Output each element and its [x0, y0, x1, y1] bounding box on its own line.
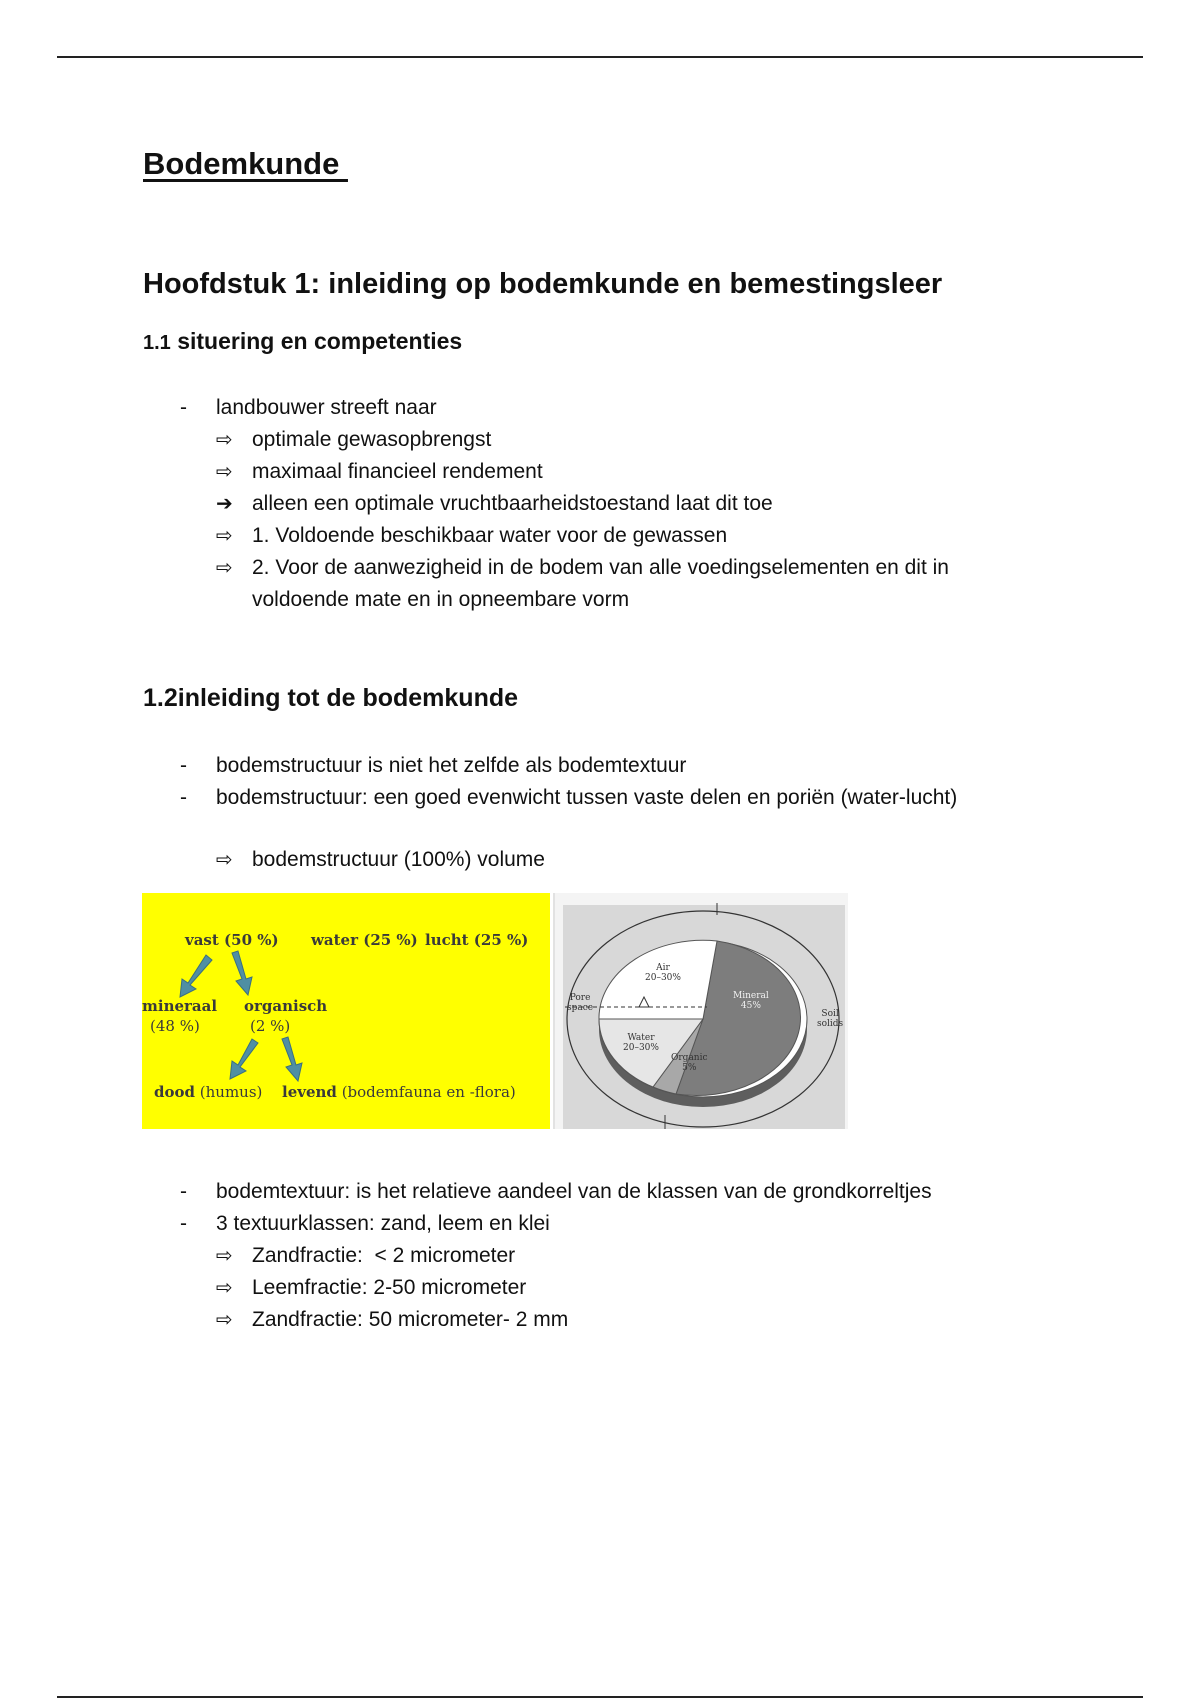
label-vast: vast (50 %) — [185, 931, 279, 949]
label-dood-sub: (humus) — [199, 1083, 263, 1101]
label-lucht: lucht (25 %) — [425, 931, 529, 949]
list-item: 3 textuurklassen: zand, leem en klei — [216, 1212, 550, 1235]
dash-bullet: - — [180, 396, 187, 419]
label-mineraal: mineraal — [142, 997, 218, 1015]
section-1-number: 1.1 — [143, 332, 171, 354]
label-water-pct: 20–30% — [623, 1043, 659, 1053]
open-arrow-icon: ⇨ — [216, 1277, 233, 1299]
dash-bullet: - — [180, 1180, 187, 1203]
label-air — [645, 963, 681, 983]
list-item: optimale gewasopbrengst — [252, 428, 492, 451]
bottom-rule — [57, 1696, 1143, 1698]
list-item: bodemstructuur (100%) volume — [252, 848, 545, 871]
arrow-shape — [232, 951, 252, 995]
list-item: Leemfractie: 2-50 micrometer — [252, 1276, 527, 1299]
arrow-shape — [180, 955, 212, 997]
label-organic-name: Organic — [671, 1053, 708, 1063]
section-2-heading: 1.2inleiding tot de bodemkunde — [143, 684, 519, 712]
open-arrow-icon: ⇨ — [216, 429, 233, 451]
label-organisch-pct: (2 %) — [250, 1017, 291, 1035]
soil-volume-pie — [555, 893, 850, 1129]
open-arrow-icon: ⇨ — [216, 1245, 233, 1267]
soil-composition-diagram — [142, 893, 550, 1129]
list-item: Zandfractie: 50 micrometer- 2 mm — [252, 1308, 569, 1331]
label-levend-sub: (bodemfauna en -flora) — [341, 1083, 516, 1101]
label-soil-solids — [817, 1009, 843, 1029]
list-item: landbouwer streeft naar — [216, 396, 437, 419]
dash-bullet: - — [180, 754, 187, 777]
label-water: water (25 %) — [311, 931, 418, 949]
list-item: alleen een optimale vruchtbaarheidstoestand laat dit toe — [252, 492, 773, 515]
dash-bullet: - — [180, 1212, 187, 1235]
label-levend-bold: levend — [282, 1083, 337, 1101]
arrow-shape — [282, 1037, 302, 1081]
label-levend — [282, 1083, 516, 1101]
list-item: bodemstructuur: een goed evenwicht tussen vaste delen en poriën (water-lucht) — [216, 786, 958, 809]
top-rule — [57, 56, 1143, 58]
label-space: space — [567, 1003, 594, 1013]
label-air-pct: 20–30% — [645, 973, 681, 983]
label-water-slice — [623, 1033, 659, 1053]
section-1-title: situering en competenties — [177, 328, 463, 354]
open-arrow-icon: ⇨ — [216, 1309, 233, 1331]
label-mineral — [733, 991, 769, 1011]
list-item: bodemtextuur: is het relatieve aandeel van de klassen van de grondkorreltjes — [216, 1180, 932, 1203]
label-solids: solids — [817, 1019, 844, 1029]
list-item: maximaal financieel rendement — [252, 460, 543, 483]
section-1-heading — [143, 328, 462, 355]
label-mineral-pct: 45% — [740, 1001, 761, 1011]
document-title: Bodemkunde — [143, 146, 348, 181]
chapter-heading: Hoofdstuk 1: inleiding op bodemkunde en bemestingsleer — [143, 268, 943, 300]
label-pore-space — [567, 993, 593, 1013]
label-dood — [154, 1083, 262, 1101]
list-item: 1. Voldoende beschikbaar water voor de gewassen — [252, 524, 728, 547]
list-item: Zandfractie: < 2 micrometer — [252, 1244, 516, 1267]
label-water-name: Water — [627, 1033, 655, 1043]
label-pore: Pore — [569, 993, 591, 1003]
label-mineraal-pct: (48 %) — [150, 1017, 200, 1035]
label-air-name: Air — [656, 963, 670, 973]
list-item-continuation: voldoende mate en in opneembare vorm — [252, 588, 630, 611]
label-soil: Soil — [821, 1009, 839, 1019]
dash-bullet: - — [180, 786, 187, 809]
soil-volume-pie-figure — [553, 893, 848, 1129]
open-arrow-icon: ⇨ — [216, 461, 233, 483]
open-arrow-icon: ⇨ — [216, 557, 233, 579]
bold-arrow-icon: ➔ — [216, 493, 233, 515]
open-arrow-icon: ⇨ — [216, 849, 233, 871]
list-item: bodemstructuur is niet het zelfde als bodemtextuur — [216, 754, 687, 777]
open-arrow-icon: ⇨ — [216, 525, 233, 547]
list-item: 2. Voor de aanwezigheid in de bodem van alle voedingselementen en dit in — [252, 556, 949, 579]
label-dood-bold: dood — [154, 1083, 195, 1101]
arrow-shape — [230, 1039, 258, 1079]
label-organic — [671, 1053, 708, 1073]
label-organic-pct: 5% — [682, 1063, 697, 1073]
label-organisch: organisch — [244, 997, 328, 1015]
label-mineral-name: Mineral — [733, 991, 769, 1001]
